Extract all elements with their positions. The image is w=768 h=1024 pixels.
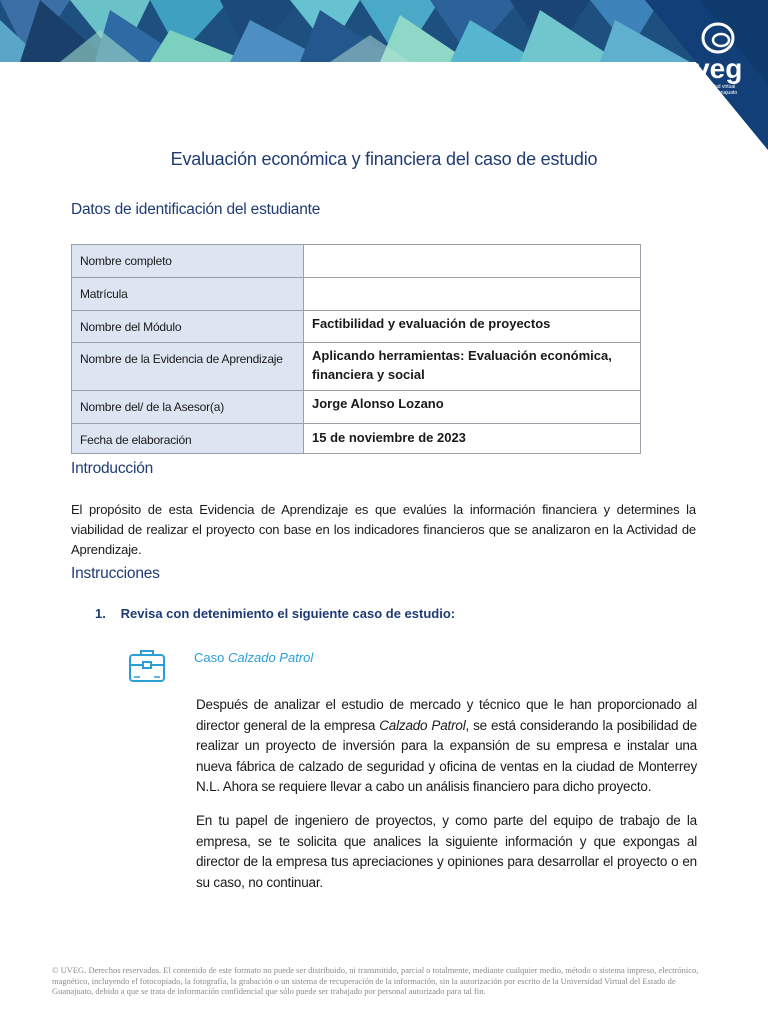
student-data-table (71, 244, 641, 454)
student-name-field[interactable] (304, 245, 641, 278)
table-row (72, 424, 641, 454)
case-company-name: Calzado Patrol (379, 717, 466, 733)
row-value: Aplicando herramientas: Evaluación económica, financiera y social (304, 343, 641, 391)
header-banner (0, 0, 768, 150)
case-label-prefix: Caso (194, 650, 225, 665)
step-1 (95, 606, 455, 621)
row-label: Nombre del/ de la Asesor(a) (72, 391, 304, 424)
table-row (72, 245, 641, 278)
copyright-footer: © UVEG. Derechos reservados. El contenido de este formato no puede ser distribuido, ni transmitido, parcial o totalmente, mediante cualquier medio, método o sistema impreso, electrónico, magnético, incluyendo el fotocopiado, la fotografía, la grabación o un sistema de recuperación de la información, sin la autorización por escrito de la Universidad Virtual del Estado de Guanajuato, debido a que se trata de información confidencial que sólo puede ser trabajado por personal autorizado para tal fin. (52, 965, 699, 996)
case-text: , se está considerando la posibilidad de realizar un proyecto de inversión para la expansión de su empresa e instalar una nueva fábrica de calzado de seguridad y oficina de ventas en la ciudad de Monterrey N.L. Ahora se requiere llevar a cabo un análisis financiero para dicho proyecto. (196, 717, 697, 794)
briefcase-icon (128, 646, 166, 684)
row-label: Fecha de elaboración (72, 424, 304, 454)
step-text: Revisa con detenimiento el siguiente caso de estudio: (120, 606, 456, 621)
logo-text: uveg (677, 53, 743, 84)
logo-subtitle: del estado de guanajuato (681, 90, 738, 96)
row-value: Factibilidad y evaluación de proyectos (304, 311, 641, 343)
case-paragraph-1 (196, 695, 697, 798)
row-value: 15 de noviembre de 2023 (304, 424, 641, 454)
page-title: Evaluación económica y financiera del caso de estudio (170, 149, 598, 169)
case-title (194, 650, 313, 665)
table-row (72, 311, 641, 343)
intro-paragraph: El propósito de esta Evidencia de Aprendizaje es que evalúes la información financiera y determines la viabilidad de realizar el proyecto con base en los indicadores financieros que se analizaron en la Actividad de Aprendizaje. (71, 502, 696, 557)
table-row (72, 391, 641, 424)
logo-subtitle: universidad virtual (695, 84, 736, 90)
row-label: Nombre del Módulo (72, 311, 304, 343)
student-section-title: Datos de identificación del estudiante (71, 201, 321, 218)
case-text: Después de analizar el estudio de mercado y técnico que le han proporcionado al director general de la empresa (196, 697, 697, 733)
case-company-name: Calzado Patrol (227, 650, 314, 665)
table-row (72, 343, 641, 391)
instructions-title: Instrucciones (71, 565, 160, 582)
row-label: Nombre de la Evidencia de Aprendizaje (72, 343, 304, 391)
table-row (72, 278, 641, 311)
student-id-field[interactable] (304, 278, 641, 311)
row-value: Jorge Alonso Lozano (304, 391, 641, 424)
step-number: 1. (95, 606, 106, 621)
row-label: Nombre completo (72, 245, 304, 278)
case-paragraph-2: En tu papel de ingeniero de proyectos, y como parte del equipo de trabajo de la empresa, se te solicita que analices la siguiente información y que expongas al director de la empresa tus apreciaciones y opiniones para desarrollar el proyecto o en su caso, no continuar. (196, 813, 697, 890)
intro-title: Introducción (71, 460, 154, 477)
row-label: Matrícula (72, 278, 304, 311)
